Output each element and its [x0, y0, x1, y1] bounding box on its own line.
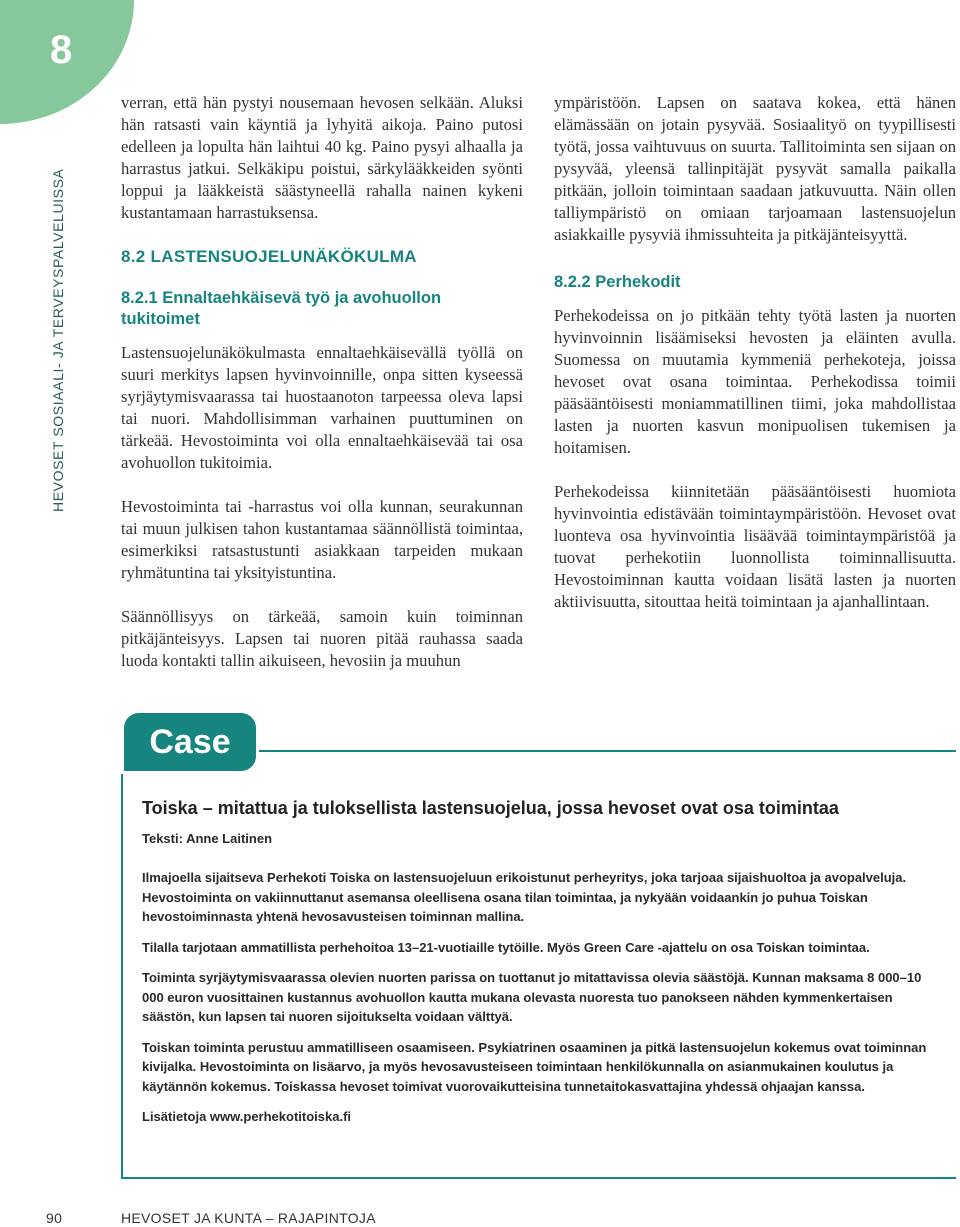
side-label: HEVOSET SOSIAALI- JA TERVEYSPALVELUISSA [50, 168, 66, 512]
chapter-number: 8 [50, 28, 73, 72]
subsection-heading-8-2-2: 8.2.2 Perhekodit [554, 273, 681, 291]
left-column [121, 92, 523, 672]
page-number: 90 [46, 1210, 63, 1226]
case-paragraph-2: Tilalla tarjotaan ammatillista perhehoitoa 13–21-vuotiaille tytöille. Myös Green Care -ajattelu on osa Toiskan toimintaa. [142, 939, 870, 955]
case-paragraph-1: Ilmajoella sijaitseva Perhekoti Toiska on lastensuojeluun erikoistunut perheyritys, joka tarjoaa sijaishuoltoa ja avopalveluja. Hevostoiminta on vakiinnuttanut asemansa oleellisena osana tilan toimintaa, ja nykyään voidaankin jo puhua Toiskan hevostoiminnasta yhtenä hevosavusteisen toiminnan mallina. [142, 870, 907, 924]
right-paragraph-1: Perhekodeissa on jo pitkään tehty työtä lasten ja nuorten hyvinvoinnin lisäämiseksi hevosten ja eläinten avulla. Suomessa on muutamia kymmeniä perhekoteja, joissa hevoset ovat osana toimintaa. Perhekodissa toimii pääsääntöisesti moniammatillinen tiimi, joka mahdollistaa lasten ja nuorten kasvun monipuolisen tukemisen ja hoitamisen. [554, 306, 956, 457]
section-heading: 8.2 LASTENSUOJELUNÄKÖKULMA [121, 247, 417, 266]
chapter-tab [0, 0, 134, 124]
right-paragraph-2: Perhekodeissa kiinnitetään pääsääntöisesti huomiota hyvinvointia edistävään toimintaympäristöön. Hevoset ovat luonteva osa hyvinvointia lisäävää toimintaympäristöä ja tuovat perhekotiin luonnollista toiminnallisuutta. Hevostoiminnan kautta voidaan lisätä lasten ja nuorten aktiivisuutta, sitouttaa heitä toimintaan ja ajanhallintaan. [554, 482, 956, 611]
left-paragraph-2: Hevostoiminta tai -harrastus voi olla kunnan, seurakunnan tai muun julkisen tahon kustantamaa säännöllistä toimintaa, esimerkiksi ratsastustunti asiakkaan tarpeiden mukaan ryhmätuntina tai yksityistuntina. [121, 497, 523, 582]
case-content [142, 796, 930, 1138]
case-tab [121, 710, 259, 774]
case-paragraph-4: Toiskan toiminta perustuu ammatilliseen osaamiseen. Psykiatrinen osaaminen ja pitkä lastensuojelun kokemus ovat toiminnan kivijalka. Hevostoiminta on lisäarvo, ja myös hevosavusteiseen toimintaan henkilökunnalla on asianmukainen koulutus ja käytännön kokemus. Toiskassa hevoset toimivat vuorovaikutteisina tunnetaitokasvattajina yhdessä ohjaajan kanssa. [142, 1039, 927, 1094]
subsection-heading-8-2-1: 8.2.1 Ennaltaehkäisevä työ ja avohuollon tukitoimet [121, 289, 442, 328]
right-column [554, 92, 956, 613]
left-paragraph-1: Lastensuojelunäkökulmasta ennaltaehkäisevällä työllä on suuri merkitys lapsen hyvinvoinnille, onpa sitten kyseessä syrjäytymisvaarassa tai huostaanoton tarpeessa oleva lapsi tai nuori. Mahdollisimman varhainen puuttuminen on tärkeää. Hevostoiminta voi olla ennaltaehkäisevää tai osa avohuollon tukitoimia. [121, 343, 523, 472]
case-tab-label: Case [149, 723, 231, 761]
case-more-info-link[interactable]: Lisätietoja www.perhekotitoiska.fi [142, 1109, 352, 1124]
case-title: Toiska – mitattua ja tuloksellista lastensuojelua, jossa hevoset ovat osa toimintaa [142, 798, 839, 818]
book-title: HEVOSET JA KUNTA – RAJAPINTOJA [121, 1210, 376, 1226]
case-paragraph-3: Toiminta syrjäytymisvaarassa olevien nuorten parissa on tuottanut jo mitattavissa olevia säästöjä. Kunnan maksama 8 000–10 000 euron vuosittainen kustannus avohuollon kautta mukana olevasta nuoresta tuo panokseen nähden kymmenkertaisen säästön, kun lapsen tai nuoren sijoitukselta voidaan välttyä. [142, 970, 922, 1024]
right-intro-paragraph: ympäristöön. Lapsen on saatava kokea, että hänen elämässään on jotain pysyvää. Sosiaalityö on tyypillisesti työtä, jossa vaihtuvuus on suurta. Tallitoiminta sen sijaan on pysyvää, yleensä tallinpitäjät pysyvät samalla paikalla pitkään, jolloin toimintaan saadaan jatkuvuutta. Näin ollen talliympäristö on omiaan tarjoamaan lastensuojelun asiakkaille pysyviä ihmissuhteita ja pitkäjänteisyyttä. [554, 93, 956, 244]
left-paragraph-3: Säännöllisyys on tärkeää, samoin kuin toiminnan pitkäjänteisyys. Lapsen tai nuoren pitää rauhassa saada luoda kontakti tallin aikuiseen, hevosiin ja muuhun [121, 607, 523, 670]
left-intro-paragraph: verran, että hän pystyi nousemaan hevosen selkään. Aluksi hän ratsasti vain käyntiä ja lyhyitä aikoja. Paino putosi edelleen ja lopulta hän laihtui 40 kg. Paino pysyi alhaalla ja harrastus jatkui. Selkäkipu poistui, särkylääkkeiden syönti loppui ja lääkkeistä säästyneellä rahalla nainen kykeni kustantamaan harrastuksensa. [121, 93, 523, 222]
case-author: Teksti: Anne Laitinen [142, 831, 273, 846]
